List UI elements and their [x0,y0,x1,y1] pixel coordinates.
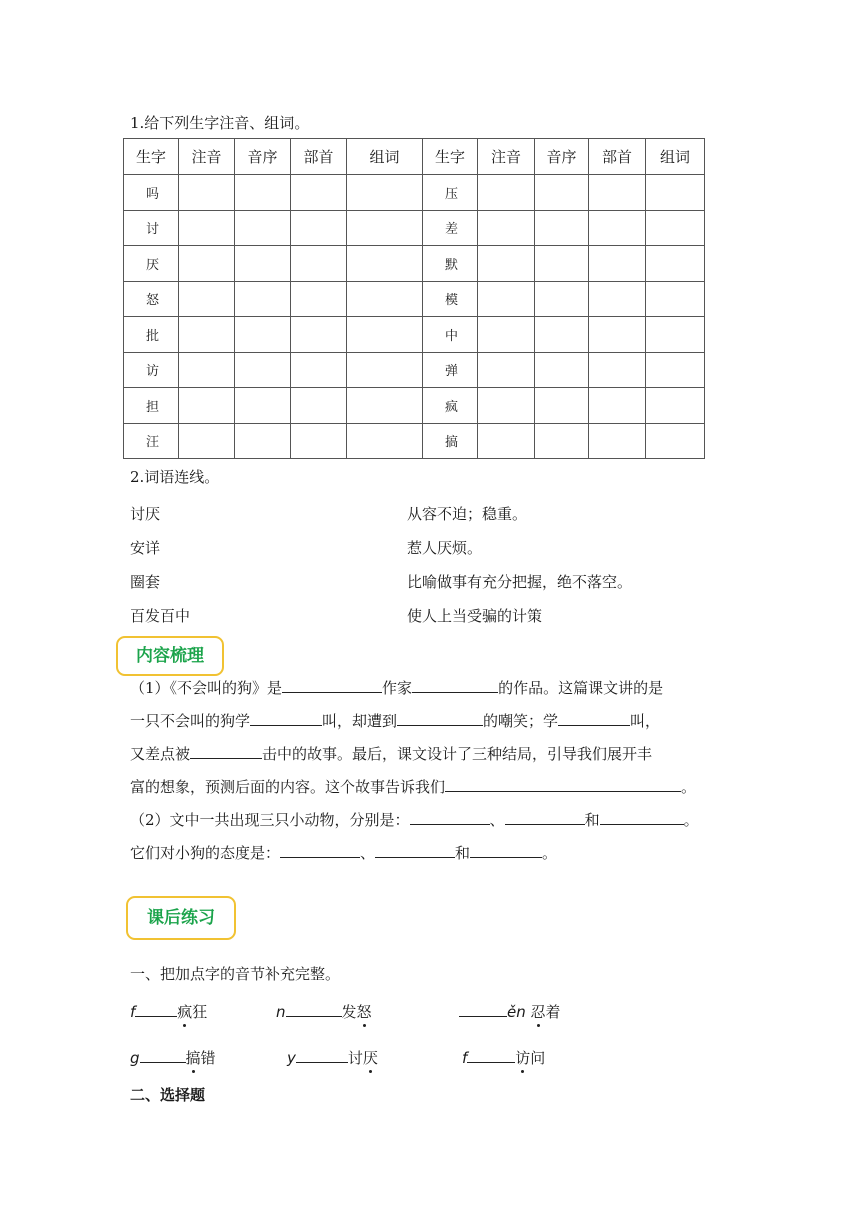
table-header-cell: 音序 [235,139,291,175]
section-badge-content: 内容梳理 [116,636,224,676]
blank[interactable] [459,1000,507,1017]
answer-cell[interactable] [179,317,235,353]
answer-cell[interactable] [235,246,291,282]
answer-cell[interactable] [347,210,423,246]
answer-cell[interactable] [589,317,646,353]
blank[interactable] [445,775,681,792]
exercise-1-title: 一、把加点字的音节补充完整。 [130,965,341,983]
answer-cell[interactable] [535,317,589,353]
paragraph-text: （2）文中一共出现三只小动物，分别是： [130,811,410,829]
answer-cell[interactable] [478,423,535,459]
answer-cell[interactable] [179,423,235,459]
paragraph-text: 一只不会叫的狗学 [130,712,251,730]
char-cell: 访 [124,352,179,388]
answer-cell[interactable] [291,246,347,282]
match-left-item[interactable]: 百发百中 [130,607,191,625]
answer-cell[interactable] [235,281,291,317]
paragraph-text: 的作品。这篇课文讲的是 [498,679,664,697]
char-cell: 讨 [124,210,179,246]
table-row [124,210,705,246]
paragraph-text: 、 [489,811,505,829]
word-char: 着 [545,1003,561,1021]
answer-cell[interactable] [589,175,646,211]
pinyin-suffix: ěn [507,1003,526,1021]
word-char: 讨 [347,1049,363,1067]
answer-cell[interactable] [291,317,347,353]
dotted-char: 访 [515,1049,531,1067]
char-cell: 默 [423,246,478,282]
table-row [124,423,705,459]
paragraph-text: 它们对小狗的态度是： [130,844,281,862]
answer-cell[interactable] [478,352,535,388]
paragraph-text: 作家 [382,679,413,697]
table-header-cell: 组词 [347,139,423,175]
table-row [124,246,705,282]
blank[interactable] [140,1046,186,1063]
blank[interactable] [470,841,542,858]
char-cell: 担 [124,388,179,424]
paragraph-text: 叫，却遭到 [322,712,398,730]
char-cell: 中 [423,317,478,353]
paragraph-text: 和 [455,844,471,862]
table-header-cell: 注音 [478,139,535,175]
word-char: 狂 [192,1003,208,1021]
blank[interactable] [250,709,322,726]
table-row [124,175,705,211]
answer-cell[interactable] [478,246,535,282]
char-cell: 搞 [423,423,478,459]
answer-cell[interactable] [347,423,423,459]
dotted-char: 搞 [185,1049,201,1067]
answer-cell[interactable] [535,388,589,424]
answer-cell[interactable] [347,388,423,424]
answer-cell[interactable] [179,175,235,211]
match-right-item[interactable]: 比喻做事有充分把握，绝不落空。 [407,573,633,591]
answer-cell[interactable] [291,175,347,211]
answer-cell[interactable] [235,210,291,246]
blank[interactable] [282,676,382,693]
pinyin-prefix: n [276,1003,286,1021]
answer-cell[interactable] [347,175,423,211]
match-left-item[interactable]: 圈套 [130,573,161,591]
answer-cell[interactable] [478,210,535,246]
char-cell: 差 [423,210,478,246]
word-char: 问 [530,1049,546,1067]
answer-cell[interactable] [589,281,646,317]
answer-cell[interactable] [179,246,235,282]
table-header-cell: 注音 [179,139,235,175]
answer-cell[interactable] [646,210,705,246]
answer-cell[interactable] [535,352,589,388]
pinyin-item [276,1000,372,1022]
pinyin-prefix: f [130,1003,136,1021]
answer-cell[interactable] [646,281,705,317]
word-char: 错 [200,1049,216,1067]
answer-cell[interactable] [291,352,347,388]
content-paragraph-1 [130,672,730,870]
answer-cell[interactable] [347,352,423,388]
answer-cell[interactable] [235,352,291,388]
blank[interactable] [280,841,360,858]
answer-cell[interactable] [235,423,291,459]
answer-cell[interactable] [291,423,347,459]
table-header-cell: 部首 [291,139,347,175]
blank[interactable] [558,709,630,726]
answer-cell[interactable] [347,317,423,353]
match-right-item[interactable]: 使人上当受骗的计策 [407,607,543,625]
pinyin-item [459,1000,561,1022]
answer-cell[interactable] [291,281,347,317]
answer-cell[interactable] [535,281,589,317]
match-right-item[interactable]: 从容不迫；稳重。 [407,505,528,523]
pinyin-prefix: y [287,1049,296,1067]
paragraph-text: （1）《不会叫的狗》是 [130,679,283,697]
table-header-cell: 生字 [124,139,179,175]
answer-cell[interactable] [347,281,423,317]
blank[interactable] [190,742,262,759]
blank[interactable] [600,808,684,825]
answer-cell[interactable] [478,281,535,317]
answer-cell[interactable] [291,210,347,246]
character-table [123,138,705,459]
word-char: 发 [341,1003,357,1021]
paragraph-text: 。 [542,844,558,862]
answer-cell[interactable] [589,388,646,424]
paragraph-text: 、 [360,844,376,862]
char-cell: 批 [124,317,179,353]
answer-cell[interactable] [478,317,535,353]
char-cell: 怒 [124,281,179,317]
blank[interactable] [296,1046,348,1063]
table-header-cell: 生字 [423,139,478,175]
blank[interactable] [505,808,585,825]
table-header-cell: 音序 [535,139,589,175]
table-row [124,281,705,317]
paragraph-text: 的嘲笑；学 [483,712,559,730]
answer-cell[interactable] [235,175,291,211]
answer-cell[interactable] [291,388,347,424]
answer-cell[interactable] [535,175,589,211]
match-left-item[interactable]: 安详 [130,539,161,557]
blank[interactable] [375,841,455,858]
answer-cell[interactable] [347,246,423,282]
pinyin-item [130,1000,207,1022]
answer-cell[interactable] [646,175,705,211]
answer-cell[interactable] [646,388,705,424]
table-row [124,352,705,388]
section-badge-exercises: 课后练习 [126,896,236,940]
table-header-cell: 组词 [646,139,705,175]
answer-cell[interactable] [535,210,589,246]
answer-cell[interactable] [589,246,646,282]
paragraph-text: 富的想象，预测后面的内容。这个故事告诉我们 [130,778,446,796]
pinyin-item [462,1046,545,1068]
blank[interactable] [412,676,498,693]
table-row [124,317,705,353]
table-row [124,388,705,424]
pinyin-item [130,1046,216,1068]
paragraph-text: 和 [584,811,600,829]
answer-cell[interactable] [589,423,646,459]
char-cell: 吗 [124,175,179,211]
match-left-item[interactable]: 讨厌 [130,505,161,523]
char-cell: 模 [423,281,478,317]
paragraph-text: 又差点被 [130,745,191,763]
dotted-char: 怒 [356,1003,372,1021]
char-cell: 汪 [124,423,179,459]
answer-cell[interactable] [179,388,235,424]
dotted-char: 疯 [177,1003,193,1021]
blank[interactable] [135,1000,177,1017]
answer-cell[interactable] [535,246,589,282]
answer-cell[interactable] [478,388,535,424]
blank[interactable] [397,709,483,726]
char-cell: 厌 [124,246,179,282]
pinyin-prefix: f [462,1049,468,1067]
answer-cell[interactable] [235,317,291,353]
answer-cell[interactable] [646,317,705,353]
paragraph-text: 击中的故事。最后，课文设计了三种结局，引导我们展开丰 [262,745,653,763]
answer-cell[interactable] [646,423,705,459]
pinyin-item [287,1046,378,1068]
blank[interactable] [467,1046,515,1063]
blank[interactable] [410,808,490,825]
paragraph-text: 。 [683,811,699,829]
answer-cell[interactable] [179,210,235,246]
dotted-char: 厌 [362,1049,378,1067]
blank[interactable] [286,1000,342,1017]
answer-cell[interactable] [235,388,291,424]
paragraph-text: 。 [681,778,697,796]
answer-cell[interactable] [535,423,589,459]
char-cell: 压 [423,175,478,211]
answer-cell[interactable] [478,175,535,211]
answer-cell[interactable] [589,352,646,388]
char-cell: 疯 [423,388,478,424]
question-1-title: 1.给下列生字注音、组词。 [130,114,310,132]
question-2-title: 2.词语连线。 [130,468,220,486]
answer-cell[interactable] [179,281,235,317]
table-header-row [124,139,705,175]
paragraph-text: 叫， [630,712,661,730]
answer-cell[interactable] [646,352,705,388]
dotted-char: 忍 [530,1003,546,1021]
exercise-2-title: 二、选择题 [130,1086,206,1104]
table-header-cell: 部首 [589,139,646,175]
answer-cell[interactable] [589,210,646,246]
answer-cell[interactable] [179,352,235,388]
answer-cell[interactable] [646,246,705,282]
pinyin-prefix: g [130,1049,140,1067]
match-right-item[interactable]: 惹人厌烦。 [407,539,483,557]
char-cell: 弹 [423,352,478,388]
